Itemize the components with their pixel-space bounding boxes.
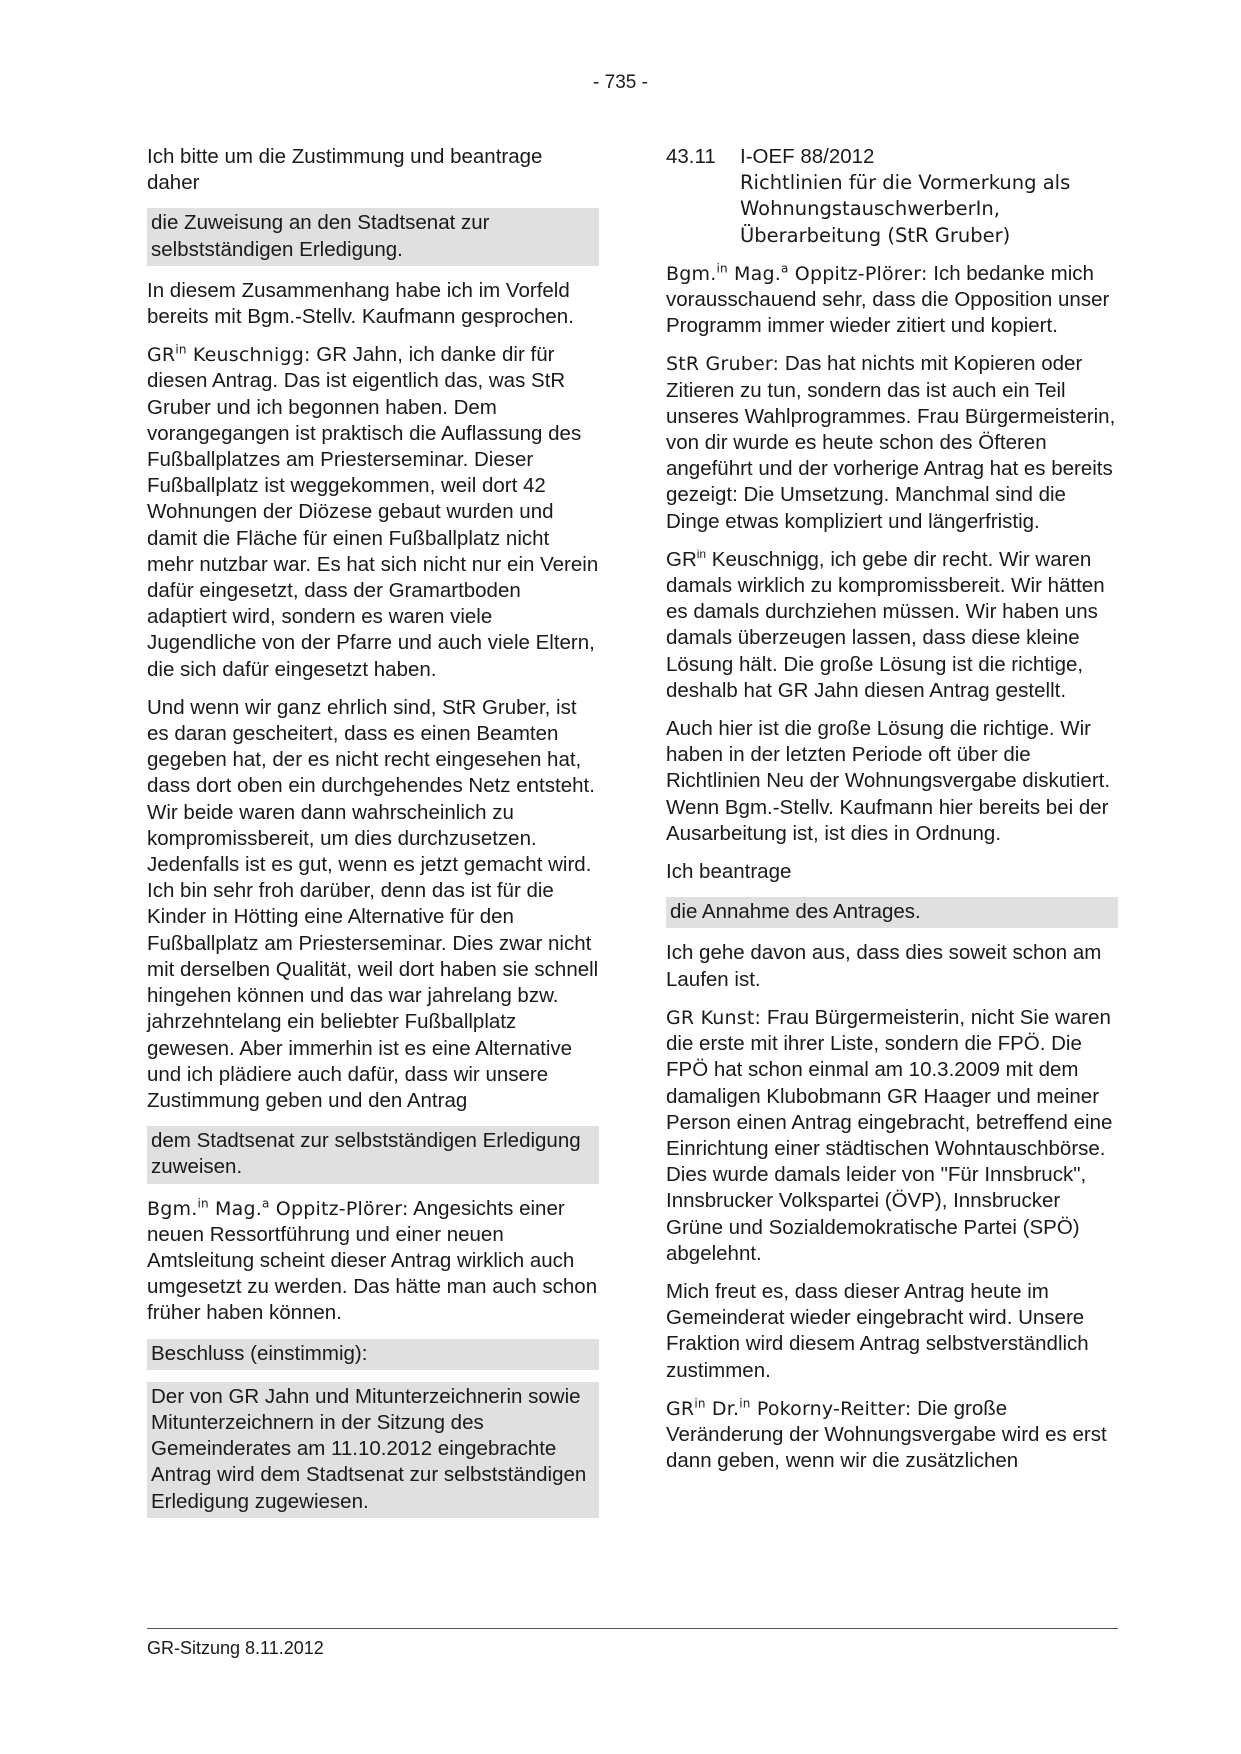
paragraph: Mich freut es, dass dieser Antrag heute im Gemeinderat wieder eingebracht wird. Unsere Fraktion wird diesem Antrag selbstverständlich zustimmen. bbox=[666, 1279, 1089, 1382]
speech-pokorny-reitter: $GR^{in}$ Dr.$^{in}$ Pokorny-Reitter: Die große Veränderung der Wohnungsvergabe wird es erst dann geben, wenn wir die zusätzlichen bbox=[666, 1396, 1107, 1473]
speaker-name: Bgm.$^{in}$ Mag.$^a$ Oppitz-Plörer: bbox=[147, 1196, 409, 1220]
speaker-name: $GR^{in}$ Keuschnigg: bbox=[147, 342, 311, 367]
agenda-item-header bbox=[666, 144, 1118, 170]
paragraph: Ich bitte um die Zustimmung und beantrage daher bbox=[147, 145, 543, 195]
speech-gruber: StR Gruber: Das hat nichts mit Kopieren oder Zitieren zu tun, sondern das ist auch ein Teil unseres Wahlprogrammes. Frau Bürgermeisterin, von dir wurde es heute schon des Öfteren angeführt und der vorherige Antrag hat es bereits gezeigt: Die Umsetzung. Manchmal sind die Dinge etwas kompliziert und längerfristig. bbox=[666, 352, 1116, 533]
paragraph: Auch hier ist die große Lösung die richtige. Wir haben in der letzten Periode oft über die Richtlinien Neu der Wohnungsvergabe diskutiert. Wenn Bgm.-Stellv. Kaufmann hier bereits bei der Ausarbeitung ist, ist dies in Ordnung. bbox=[666, 717, 1111, 845]
motion-highlight: dem Stadtsenat zur selbstständigen Erledigung zuweisen. bbox=[147, 1126, 599, 1183]
paragraph: In diesem Zusammenhang habe ich im Vorfeld bereits mit Bgm.-Stellv. Kaufmann gesprochen. bbox=[147, 278, 574, 329]
speaker-name: StR Gruber: bbox=[666, 353, 780, 376]
resolution-label: Beschluss (einstimmig): bbox=[147, 1339, 599, 1370]
motion-highlight: die Annahme des Antrages. bbox=[666, 897, 1118, 928]
paragraph: Ich beantrage bbox=[666, 860, 792, 884]
speech-oppitz-ploerer: Bgm.$^{in}$ Mag.$^a$ Oppitz-Plörer: Angesichts einer neuen Ressortführung und einer neuen Amtsleitung scheint dieser Antrag wirklich auch umgesetzt zu werden. Das hätte man auch schon früher haben können. bbox=[147, 1196, 598, 1325]
paragraph: Und wenn wir ganz ehrlich sind, StR Gruber, ist es daran gescheitert, dass es einen Beamten gegeben hat, der es nicht recht eingesehen hat, dass dort oben ein durchgehendes Netz entsteht. Wir beide waren dann wahrscheinlich zu kompromissbereit, um dies durchzusetzen. Jedenfalls ist es gut, wenn es jetzt gemacht wird. Ich bin sehr froh darüber, denn das ist für die Kinder in Hötting eine Alternative für den Fußballplatz am Priesterseminar. Dies zwar nicht mit derselben Qualität, weil dort haben sie schnell hingehen können und das war jahrelang bzw. jahrzehntelang ein beliebter Fußballplatz gewesen. Aber immerhin ist es eine Alternative und ich plädiere auch dafür, dass wir unsere Zustimmung geben und den Antrag bbox=[147, 695, 599, 1112]
speech-oppitz-ploerer: Bgm.$^{in}$ Mag.$^a$ Oppitz-Plörer: Ich bedanke mich vorausschauend sehr, dass die Opposition unser Programm immer wieder zitiert und kopiert. bbox=[666, 261, 1110, 338]
paragraph: Ich gehe davon aus, dass dies soweit schon am Laufen ist. bbox=[666, 941, 1102, 991]
speaker-name: Bgm.$^{in}$ Mag.$^a$ Oppitz-Plörer: bbox=[666, 261, 928, 285]
speaker-name: GR Kunst: bbox=[666, 1006, 762, 1029]
resolution-text: Der von GR Jahn und Mitunterzeichnerin sowie Mitunterzeichnern in der Sitzung des Gemeinderates am 11.10.2012 eingebrachte Antrag wird dem Stadtsenat zur selbstständigen Erledigung zugewiesen. bbox=[147, 1382, 599, 1518]
right-column bbox=[666, 144, 1118, 1486]
speaker-name: $GR^{in}$ Dr.$^{in}$ Pokorny-Reitter: bbox=[666, 1396, 912, 1420]
footer-session-date: GR-Sitzung 8.11.2012 bbox=[147, 1638, 324, 1658]
agenda-item-code: I-OEF 88/2012 bbox=[740, 145, 875, 168]
paragraph: $GR^{in}$ Keuschnigg, ich gebe dir recht. Wir waren damals wirklich zu kompromissbereit. Wir hätten es damals durchziehen müssen. Wir haben uns damals überzeugen lassen, dass diese kleine Lösung hält. Die große Lösung ist die richtige, deshalb hat GR Jahn diesen Antrag gestellt. bbox=[666, 547, 1105, 702]
speech-kunst: GR Kunst: Frau Bürgermeisterin, nicht Sie waren die erste mit ihrer Liste, sondern die FPÖ. Die FPÖ hat schon einmal am 10.3.2009 mit dem damaligen Klubobmann GR Haager und meiner Person einen Antrag eingebracht, betreffend eine Einrichtung einer städtischen Wohntauschbörse. Dies wurde damals leider von "Für Innsbruck", Innsbrucker Volkspartei (ÖVP), Innsbrucker Grüne und Sozialdemokratische Partei (SPÖ) abgelehnt. bbox=[666, 1005, 1113, 1265]
agenda-item-title: Richtlinien für die Vormerkung als WohnungstauschwerberIn, Überarbeitung (StR Gruber) bbox=[740, 171, 1071, 247]
motion-highlight: die Zuweisung an den Stadtsenat zur selbstständigen Erledigung. bbox=[147, 208, 599, 265]
page-number: - 735 - bbox=[593, 72, 648, 93]
agenda-item-number: 43.11 bbox=[666, 145, 716, 168]
left-column bbox=[147, 144, 599, 1530]
speech-keuschnigg: $GR^{in}$ Keuschnigg: GR Jahn, ich danke dir für diesen Antrag. Das ist eigentlich das, was StR Gruber und ich begonnen haben. Dem vorangegangen ist praktisch die Auflassung des Fußballplatzes am Priesterseminar. Dieser Fußballplatz ist weggekommen, weil dort 42 Wohnungen der Diözese gebaut wurden und damit die Fläche für einen Fußballplatz nicht mehr nutzbar war. Es hat sich nicht nur ein Verein dafür eingesetzt, dass der Gramartboden adaptiert wird, sondern es waren viele Jugendliche von der Pfarre und auch viele Eltern, die sich dafür eingesetzt haben. bbox=[147, 342, 599, 681]
footer-divider bbox=[147, 1628, 1118, 1629]
